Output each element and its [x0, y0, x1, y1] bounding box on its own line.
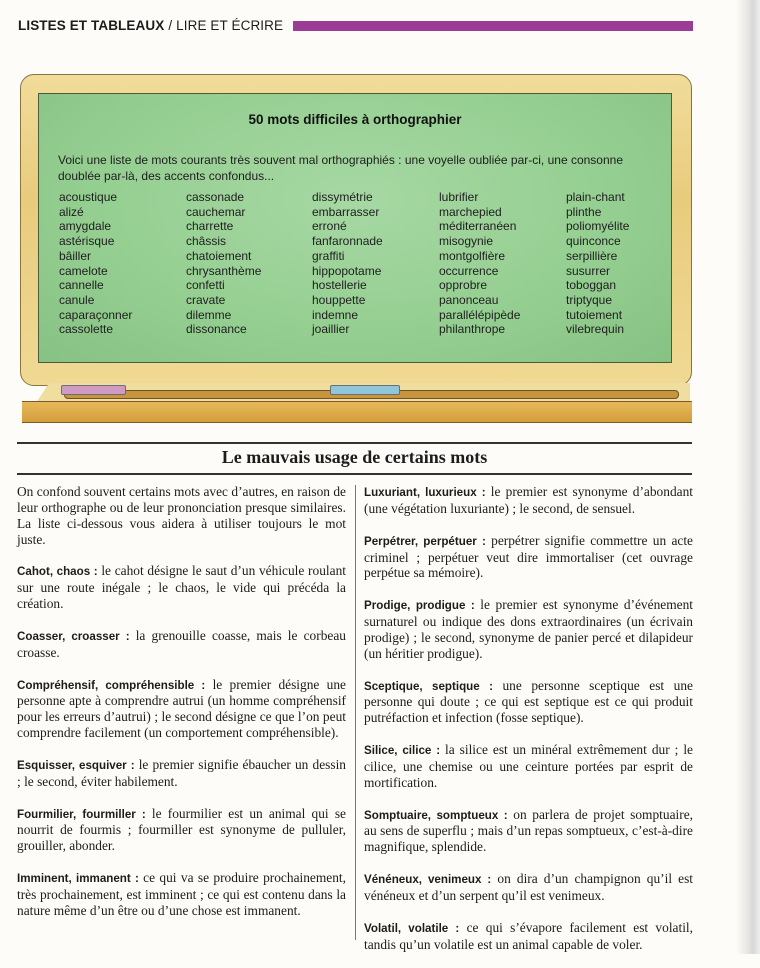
word-entry — [17, 563, 346, 612]
word-item: misogynie — [439, 234, 494, 249]
word-entry — [17, 628, 346, 661]
entry-definition: le cahot désigne le saut d’un véhicule roulant sur une route inégale ; le chaos, le vide qui précéda la création. — [17, 563, 346, 612]
section-rule-bottom — [17, 473, 692, 475]
entry-definition: le fourmilier est un animal qui se nourrit de fourmis ; fourmiller est synonyme de pulluler, grouiller, abonder. — [17, 805, 346, 854]
word-item: fanfaronnade — [312, 234, 383, 249]
word-item: lubrifier — [439, 190, 479, 204]
word-column — [312, 190, 437, 337]
word-entry — [364, 920, 693, 953]
word-entry — [364, 742, 693, 791]
word-item: montgolfière — [439, 248, 506, 263]
word-item: chrysanthème — [186, 263, 262, 278]
entry-definition: la silice est un minéral extrêmement dur ; le cilice, une chemise ou une ceinture portées par esprit de mortification. — [364, 742, 693, 790]
word-item: indemne — [312, 307, 359, 322]
entry-term: Silice, cilice : — [364, 744, 441, 758]
word-item: embarrasser — [312, 204, 380, 219]
word-item: toboggan — [566, 278, 617, 293]
word-item: dissonance — [186, 322, 247, 337]
word-item: plain-chant — [566, 190, 625, 204]
entry-definition: ce qui va se produire prochainement, très prochainement, est imminent ; ce qui est contenu dans la nature même d’un être ou d’une chose est immanent. — [17, 870, 346, 918]
word-item: serpillière — [566, 248, 618, 263]
word-item: erroné — [312, 219, 347, 234]
word-item: alizé — [59, 204, 84, 219]
column-divider — [355, 485, 356, 940]
left-column — [17, 484, 346, 935]
entry-definition: le premier signifie ébaucher un dessin ; le second, éviter habilement. — [17, 756, 346, 789]
entry-term: Imminent, immanent : — [17, 872, 139, 886]
word-entry — [364, 597, 693, 662]
entry-term: Vénéneux, venimeux : — [364, 873, 492, 887]
word-entry — [17, 757, 346, 790]
board-intro: Voici une liste de mots courants très souvent mal orthographiés : une voyelle oubliée par-ci, une consonne doublée par-là, des accents confondus... — [58, 153, 623, 183]
entry-definition: une personne sceptique est une personne qui doute ; ce qui est septique est ce qui produit putréfaction et infection (fosse septique). — [364, 677, 693, 726]
word-column — [59, 190, 184, 337]
word-column — [566, 190, 691, 337]
word-item: charrette — [186, 219, 234, 234]
word-item: bâiller — [59, 248, 92, 263]
entry-definition: le premier est synonyme d’abondant (une végétation luxuriante) ; le second, de sensuel. — [364, 484, 693, 516]
pink-chalk-icon — [61, 385, 126, 395]
word-item: philanthrope — [439, 322, 506, 337]
word-item: occurrence — [439, 263, 499, 278]
section-title: Le mauvais usage de certains mots — [221, 447, 488, 467]
word-item: acoustique — [59, 190, 118, 204]
word-item: poliomyélite — [566, 219, 630, 234]
word-item: plinthe — [566, 204, 602, 219]
word-item: cassonade — [186, 190, 245, 204]
word-item: vilebrequin — [566, 322, 625, 337]
word-item: tutoiement — [566, 307, 623, 322]
entry-term: Esquisser, esquiver : — [17, 758, 135, 772]
entry-term: Sceptique, septique : — [364, 679, 493, 693]
word-item: panonceau — [439, 292, 499, 307]
word-item: opprobre — [439, 278, 488, 293]
word-item: amygdale — [59, 219, 112, 234]
right-column — [364, 484, 693, 968]
entry-term: Perpétrer, perpétuer : — [364, 534, 486, 548]
ledge-front — [22, 401, 692, 423]
word-item: parallélépipède — [439, 307, 521, 322]
running-header — [18, 16, 283, 34]
entry-definition: le premier désigne une personne apte à comprendre autrui (un homme compréhensif pour les erreurs d’autrui) ; le second désigne ce que l’on peut comprendre facilement (un comportement compréhensible). — [17, 676, 346, 741]
page-edge-shadow — [736, 0, 760, 954]
entry-term: Volatil, volatile : — [364, 921, 460, 935]
word-item: dilemme — [186, 307, 232, 322]
header-section: LISTES ET TABLEAUX — [18, 17, 165, 33]
entry-definition: le premier est synonyme d’événement surnaturel ou indique des dons extraordinaires (un écrivain prodige) ; le second, synonyme de panier percé et dilapideur (un héritier prodigue). — [364, 597, 693, 661]
header-subsection: LIRE ET ÉCRIRE — [176, 17, 284, 33]
word-item: susurrer — [566, 263, 611, 278]
entry-definition: perpétrer signifie commettre un acte criminel ; perpétuer veut dire immortaliser (cet ouvrage perpétue sa mémoire). — [364, 532, 694, 581]
word-item: camelote — [59, 263, 108, 278]
section-rule-top — [17, 442, 692, 444]
entry-definition: ce qui s’évapore facilement est volatil, tandis qu’un volatile est un animal capable de voler. — [364, 919, 693, 952]
word-item: hostellerie — [312, 278, 367, 293]
word-item: graffiti — [312, 248, 345, 263]
entry-term: Somptuaire, somptueux : — [364, 808, 508, 822]
word-entry — [364, 678, 693, 727]
header-separator: / — [168, 17, 173, 33]
entry-term: Fourmilier, fourmiller : — [17, 807, 146, 821]
entry-definition: la grenouille coasse, mais le corbeau croasse. — [17, 627, 346, 660]
word-entry — [17, 806, 346, 855]
entry-definition: on parlera de projet somptuaire, au sens de superflu ; mais d’un repas somptueux, c’est-à-dire magnifique, splendide. — [364, 806, 693, 855]
word-item: caparaçonner — [59, 307, 133, 322]
word-entry — [364, 871, 693, 904]
word-item: dissymétrie — [312, 190, 373, 204]
word-item: astérisque — [59, 234, 115, 249]
word-item: cravate — [186, 292, 226, 307]
word-entry — [364, 533, 693, 582]
entry-definition: on dira d’un champignon qu’il est vénéneux et d’un serpent qu’il est venimeux. — [364, 871, 694, 903]
word-column — [439, 190, 564, 337]
word-item: cassolette — [59, 322, 114, 337]
word-item: chatoiement — [186, 248, 252, 263]
section-intro: On confond souvent certains mots avec d’autres, en raison de leur orthographe ou de leur prononciation presque similaires. La liste ci-dessous vous aidera à utiliser toujours le mot juste. — [17, 484, 346, 547]
entry-term: Prodige, prodigue : — [364, 599, 475, 613]
entry-term: Cahot, chaos : — [17, 565, 98, 579]
word-item: joaillier — [312, 322, 350, 337]
entry-term: Coasser, croasser : — [17, 629, 130, 643]
word-column — [186, 190, 311, 337]
entry-term: Compréhensif, compréhensible : — [17, 678, 206, 692]
word-entry — [364, 484, 693, 517]
word-entry — [17, 870, 346, 919]
word-entry — [364, 807, 693, 856]
word-item: hippopotame — [312, 263, 382, 278]
word-item: cannelle — [59, 278, 104, 293]
word-item: confetti — [186, 278, 225, 293]
board-title: 50 mots difficiles à orthographier — [248, 112, 462, 127]
word-item: triptyque — [566, 292, 613, 307]
word-item: marchepied — [439, 204, 502, 219]
word-item: méditerranéen — [439, 219, 517, 234]
header-accent-bar — [293, 21, 693, 31]
word-item: cauchemar — [186, 204, 246, 219]
word-entry — [17, 677, 346, 742]
entry-term: Luxuriant, luxurieux : — [364, 486, 486, 499]
word-item: châssis — [186, 234, 227, 249]
word-item: quinconce — [566, 234, 621, 249]
word-item: canule — [59, 292, 95, 307]
word-item: houppette — [312, 292, 366, 307]
blue-chalk-icon — [330, 385, 400, 395]
